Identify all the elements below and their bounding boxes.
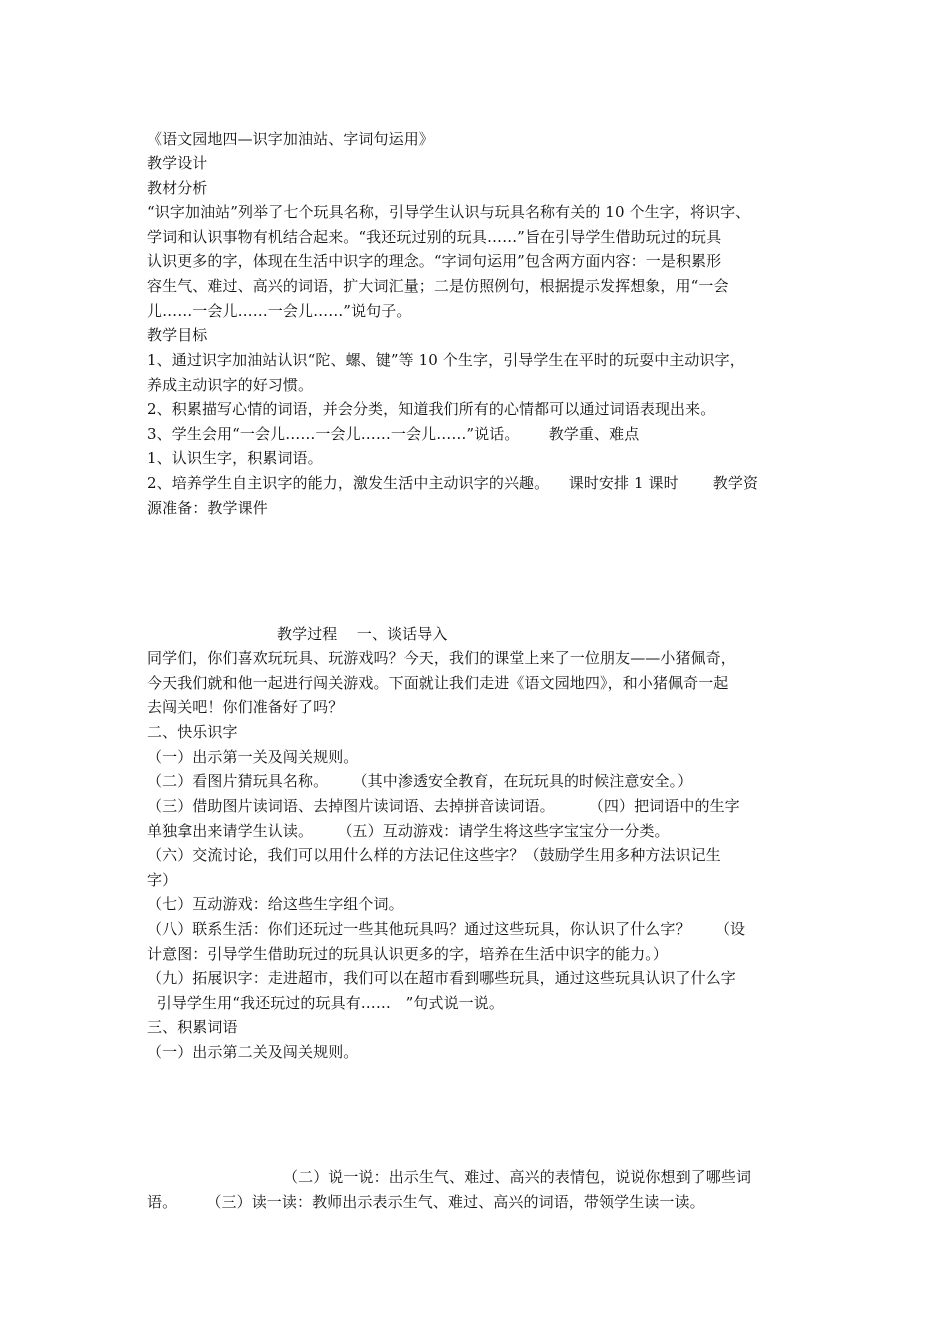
step-line: （六）交流讨论，我们可以用什么样的方法记住这些字？（鼓励学生用多种方法识记生 [147,846,721,864]
paragraph-line: 去闯关吧！你们准备好了吗？ [147,698,344,716]
step-line: （一）出示第二关及闯关规则。 [147,1043,359,1061]
paragraph-line: 认识更多的字，体现在生活中识字的理念。“字词句运用”包含两方面内容：一是积累形 [147,252,722,270]
heading-process: 教学过程 一、谈话导入 [277,625,448,643]
step-line: 单独拿出来请学生认读。 （五）互动游戏：请学生将这些字宝宝分一分类。 [147,822,670,840]
step-line: （二）看图片猜玩具名称。 （其中渗透安全教育，在玩玩具的时候注意安全。） [147,772,693,790]
step-line: 引导学生用“我还玩过的玩具有…… ”句式说一说。 [147,994,504,1012]
step-line: （八）联系生活：你们还玩过一些其他玩具吗？通过这些玩具，你认识了什么字？ （设 [147,920,746,938]
paragraph-line: 今天我们就和他一起进行闯关游戏。下面就让我们走进《语文园地四》，和小猪佩奇一起 [147,674,729,692]
paragraph-line: 儿……一会儿……一会儿……”说句子。 [147,302,412,320]
step-line: （一）出示第一关及闯关规则。 [147,748,359,766]
paragraph-line: 同学们，你们喜欢玩玩具、玩游戏吗？今天，我们的课堂上来了一位朋友——小猪佩奇， [147,649,736,667]
step-line: 字） [147,871,178,889]
section-heading: 三、积累词语 [147,1018,238,1036]
paragraph-line: 容生气、难过、高兴的词语，扩大词汇量；二是仿照例句，根据提示发挥想象，用“一会 [147,277,729,295]
heading-goals: 教学目标 [147,326,208,344]
document-title: 《语文园地四—识字加油站、字词句运用》 [147,130,434,148]
goal-line: 2、积累描写心情的词语，并会分类，知道我们所有的心情都可以通过词语表现出来。 [147,400,716,418]
paragraph-line: 学词和认识事物有机结合起来。“我还玩过别的玩具……”旨在引导学生借助玩过的玩具 [147,228,722,246]
step-line: （二）说一说：出示生气、难过、高兴的表情包，说说你想到了哪些词 [283,1168,752,1186]
paragraph-line: “识字加油站”列举了七个玩具名称，引导学生认识与玩具名称有关的 10 个生字，将识字、 [147,203,751,221]
goal-line: 1、通过识字加油站认识“陀、螺、键”等 10 个生字，引导学生在平时的玩耍中主动识字， [147,351,745,369]
step-line: （九）拓展识字：走进超市，我们可以在超市看到哪些玩具，通过这些玩具认识了什么字 [147,969,736,987]
step-line: （三）借助图片读词语、去掉图片读词语、去掉拼音读词语。 （四）把词语中的生字 [147,797,740,815]
step-line: （七）互动游戏：给这些生字组个词。 [147,895,404,913]
heading-analysis: 教材分析 [147,179,208,197]
goal-line: 养成主动识字的好习惯。 [147,376,314,394]
heading-design: 教学设计 [147,154,208,172]
step-line: 计意图：引导学生借助玩过的玩具认识更多的字，培养在生活中识字的能力。） [147,945,669,963]
goal-line: 3、学生会用“一会儿……一会儿……一会儿……”说话。 教学重、难点 [147,425,640,443]
key-point-line: 2、培养学生自主识字的能力，激发生活中主动识字的兴趣。 课时安排 1 课时 教学资 [147,474,759,492]
key-point-line: 1、认识生字，积累词语。 [147,449,323,467]
resources-line: 源准备：教学课件 [147,499,268,517]
step-line: 语。 （三）读一读：教师出示表示生气、难过、高兴的词语，带领学生读一读。 [147,1193,705,1211]
section-heading: 二、快乐识字 [147,723,238,741]
